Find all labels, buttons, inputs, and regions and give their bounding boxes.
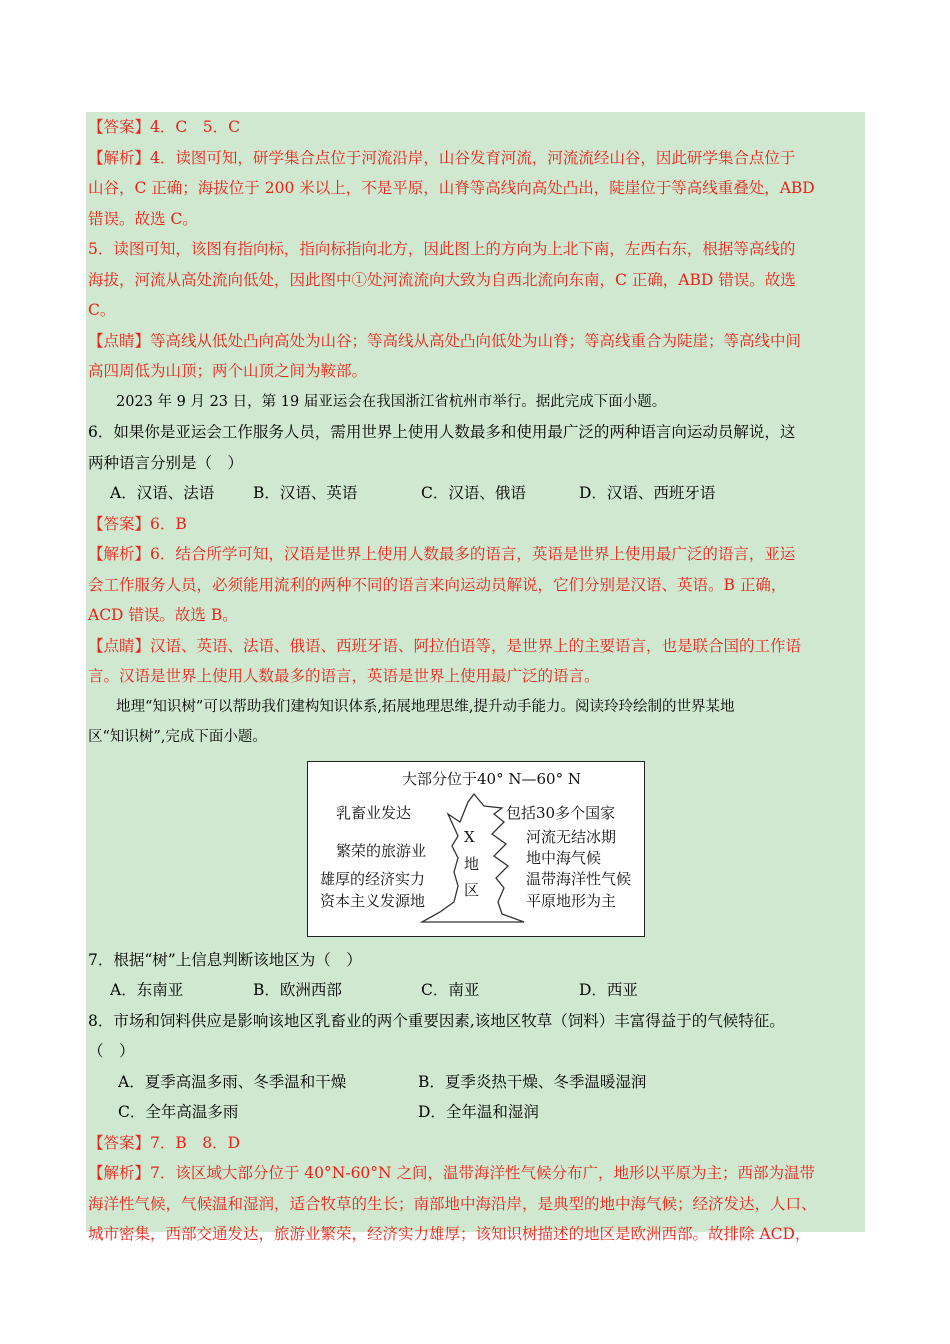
document-content <box>88 112 863 1250</box>
answer-6: 【答案】6．B <box>88 514 187 533</box>
tree-right-label-2: 河流无结冰期 <box>526 827 617 846</box>
analysis-5-line-2: 海拔，河流从高处流向低处，因此图中①处河流流向大致为自西北流向东南，C 正确，ABD 错误。故选 <box>88 270 796 289</box>
knowledge-tree-figure <box>307 761 645 937</box>
tree-trunk-qu: 区 <box>464 880 480 899</box>
tip-6-line-2: 言。汉语是世界上使用人数最多的语言，英语是世界上使用最广泛的语言。 <box>88 667 600 685</box>
question-7-options <box>88 975 863 1006</box>
tree-right-label-5: 平原地形为主 <box>526 891 617 910</box>
tree-left-label-1: 乳畜业发达 <box>336 803 412 822</box>
intro-7-8-line-1: 地理“知识树”可以帮助我们建构知识体系,拓展地理思维,提升动手能力。阅读玲玲绘制的世界某地 <box>116 698 735 715</box>
analysis-5-line-1: 5．读图可知，该图有指向标，指向标指向北方，因此图上的方向为上北下南，左西右东，根据等高线的 <box>88 240 796 258</box>
option-7d: D．西亚 <box>579 981 638 999</box>
question-8-line-2: （ ） <box>88 1042 135 1060</box>
analysis-6-line-3: ACD 错误。故选 B。 <box>88 606 238 624</box>
tree-left-label-2: 繁荣的旅游业 <box>336 841 427 860</box>
tree-left-label-3: 雄厚的经济实力 <box>320 869 426 888</box>
tip-4-5-line-1: 【点睛】等高线从低处凸向高处为山谷；等高线从高处凸向低处为山脊；等高线重合为陡崖；等高线中间 <box>88 331 802 350</box>
option-8a: A．夏季高温多雨、冬季温和干燥 <box>118 1072 347 1091</box>
analysis-4-line-3: 错误。故选 C。 <box>88 209 198 228</box>
tree-trunk-di: 地 <box>464 854 480 873</box>
option-8c: C．全年高温多雨 <box>118 1103 239 1121</box>
question-6-line-2: 两种语言分别是（ ） <box>88 453 244 472</box>
option-7b: B．欧洲西部 <box>253 981 342 999</box>
analysis-6-line-1: 【解析】6．结合所学可知，汉语是世界上使用人数最多的语言，英语是世界上使用最广泛的语言，亚运 <box>88 545 796 563</box>
question-8-line-1: 8．市场和饲料供应是影响该地区乳畜业的两个重要因素,该地区牧草（饲料）丰富得益于的气候特征。 <box>88 1011 785 1030</box>
tree-right-label-1: 包括30多个国家 <box>506 803 616 822</box>
question-8-options-row-1 <box>88 1067 863 1098</box>
analysis-7-line-3: 城市密集，西部交通发达，旅游业繁荣，经济实力雄厚；该知识树描述的地区是欧洲西部。故排除 ACD， <box>88 1225 811 1243</box>
option-6b: B．汉语、英语 <box>253 484 358 502</box>
option-8d: D．全年温和湿润 <box>418 1103 539 1121</box>
question-8-options-row-2 <box>88 1097 863 1128</box>
tip-6-line-1: 【点睛】汉语、英语、法语、俄语、西班牙语、阿拉伯语等，是世界上的主要语言，也是联合国的工作语 <box>88 636 802 655</box>
intro-7-8-line-2: 区“知识树”,完成下面小题。 <box>88 729 267 745</box>
option-7a: A．东南亚 <box>110 981 184 999</box>
intro-6: 2023 年 9 月 23 日，第 19 届亚运会在我国浙江省杭州市举行。据此完成下面小题。 <box>116 393 667 410</box>
tree-top-label: 大部分位于40° N—60° N <box>402 769 581 788</box>
analysis-6-line-2: 会工作服务人员，必须能用流利的两种不同的语言来向运动员解说，它们分别是汉语、英语。B 正确， <box>88 575 787 594</box>
analysis-7-line-2: 海洋性气候，气候温和湿润，适合牧草的生长；南部地中海沿岸，是典型的地中海气候；经济发达，人口、 <box>88 1194 817 1213</box>
answer-7-8: 【答案】7．B 8．D <box>88 1133 241 1152</box>
analysis-7-line-1: 【解析】7．该区域大部分位于 40°N-60°N 之间，温带海洋性气候分布广，地形以平原为主；西部为温带 <box>88 1164 816 1182</box>
option-6d: D．汉语、西班牙语 <box>579 484 716 502</box>
tip-4-5-line-2: 高四周低为山顶；两个山顶之间为鞍部。 <box>88 362 368 380</box>
option-6a: A．汉语、法语 <box>110 484 215 502</box>
tree-left-label-4: 资本主义发源地 <box>320 891 426 910</box>
question-6-options <box>88 478 863 509</box>
tree-right-label-3: 地中海气候 <box>526 848 602 867</box>
analysis-4-line-2: 山谷，C 正确；海拔位于 200 米以上，不是平原，山脊等高线向高处凸出，陡崖位于等高线重叠处，ABD <box>88 179 815 197</box>
option-7c: C．南亚 <box>421 981 480 999</box>
analysis-4-line-1: 【解析】4．读图可知，研学集合点位于河流沿岸，山谷发育河流，河流流经山谷，因此研学集合点位于 <box>88 148 796 167</box>
knowledge-tree-figure-wrap <box>88 757 863 943</box>
tree-right-label-4: 温带海洋性气候 <box>526 869 632 888</box>
answer-4-5: 【答案】4．C 5．C <box>88 118 240 136</box>
option-6c: C．汉语、俄语 <box>421 484 526 502</box>
option-8b: B．夏季炎热干燥、冬季温暖湿润 <box>418 1072 647 1091</box>
question-6-line-1: 6．如果你是亚运会工作服务人员，需用世界上使用人数最多和使用最广泛的两种语言向运动员解说，这 <box>88 423 796 441</box>
analysis-5-line-3: C。 <box>88 301 116 319</box>
question-7: 7．根据“树”上信息判断该地区为（ ） <box>88 950 362 969</box>
tree-trunk-x: X <box>464 827 475 846</box>
